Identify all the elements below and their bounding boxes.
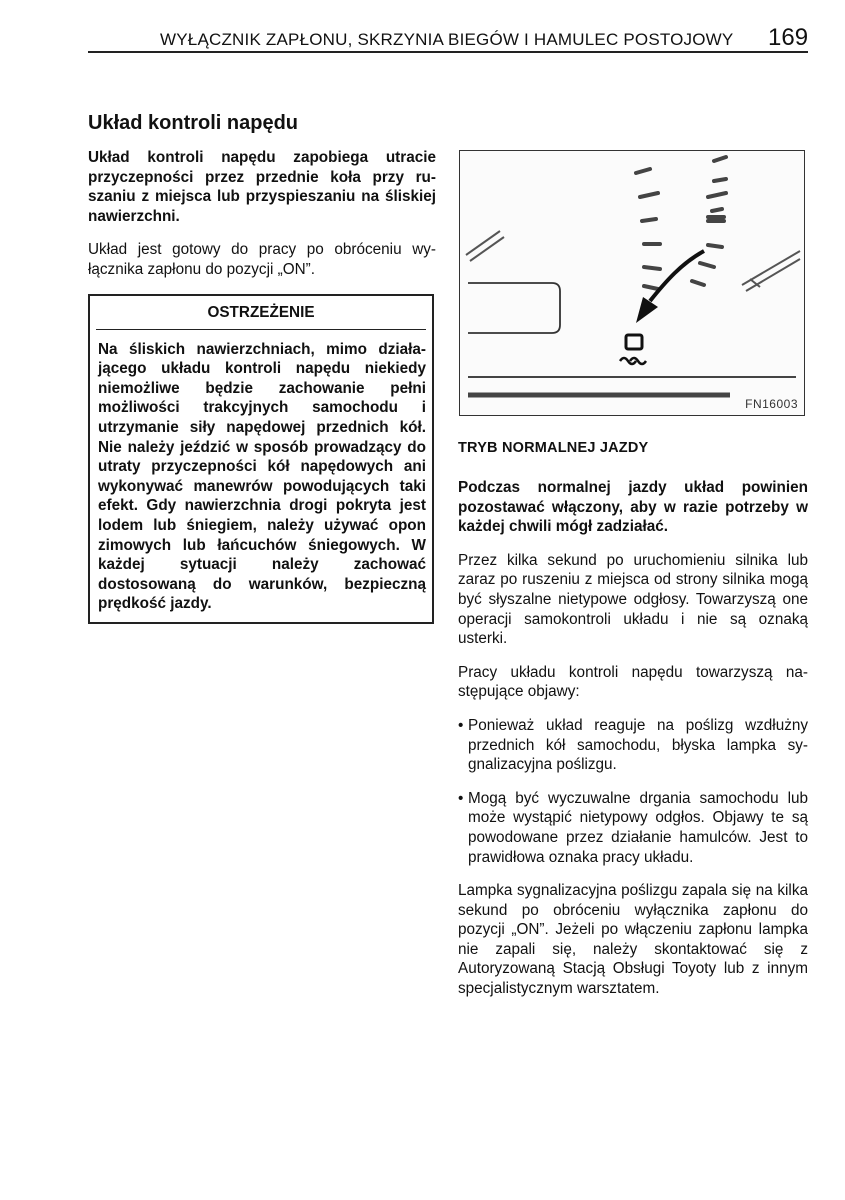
running-header: WYŁĄCZNIK ZAPŁONU, SKRZYNIA BIEGÓW I HAMULEC POSTOJOWY [160, 30, 734, 49]
bullet-text: Ponieważ układ reaguje na poślizg wzdłużny przednich kół samochodu, błyska lampka sygnalizacyjna poślizgu. [468, 716, 808, 774]
list-item [458, 716, 808, 775]
page-number: 169 [768, 24, 809, 51]
intro-paragraph: Układ jest gotowy do pracy po obróceniu wyłącznika zapłonu do pozycji „ON”. [88, 241, 436, 278]
indicator-lamp-paragraph: Lampka sygnalizacyjna poślizgu zapala się na kilka sekund po obróceniu wyłącznika zapłonu do pozycji „ON”. Jeżeli po włączeniu zapłonu lampka nie zapali się, należy skontaktować się z Autoryzowaną Stacją Obsługi Toyoty lub z innym specjalistycznym warsztatem. [458, 882, 808, 998]
section-title: Układ kontroli napędu [88, 112, 299, 134]
warning-title: OSTRZEŻENIE [96, 296, 426, 330]
warning-box [88, 294, 434, 624]
bullet-icon: • [458, 716, 464, 734]
bullet-text: Mogą być wyczuwalne drgania samochodu lub może wystąpić nietypowy odgłos. Objawy te są powodowane przez działanie hamulców. Jest to prawidłowa oznaka pracy układu. [468, 789, 808, 866]
figure-code: FN16003 [745, 397, 798, 411]
intro-bold-paragraph: Układ kontroli napędu zapobiega utracie przyczepności przez przednie koła przy ruszaniu z miejsca lub przyspieszaniu na śliskiej nawierzchni. [88, 149, 436, 225]
self-check-paragraph: Przez kilka sekund po uruchomieniu silnika lub zaraz po ruszeniu z miejsca od strony silnika mogą być słyszalne nietypowe odgłosy. Towarzyszą one operacji samokontroli układu i nie są oznaką usterki. [458, 551, 808, 648]
header-rule [88, 51, 808, 53]
left-gauge-ticks [636, 169, 660, 289]
traction-control-warning-icon [620, 335, 646, 364]
list-item [458, 789, 808, 867]
normal-mode-heading: TRYB NORMALNEJ JAZDY [458, 440, 649, 456]
left-needle [466, 231, 504, 261]
right-column [458, 440, 808, 1013]
bullet-icon: • [458, 789, 464, 807]
symptoms-intro-paragraph: Pracy układu kontroli napędu towarzyszą następujące objawy: [458, 663, 808, 701]
right-gauge-ticks [692, 157, 726, 285]
instrument-panel-figure [459, 150, 805, 416]
display-window [468, 283, 560, 333]
right-needle [742, 251, 800, 291]
left-column [88, 148, 436, 624]
warning-body: Na śliskich nawierzchniach, mimo działającego układu kontroli napędu niekiedy niemożliwe będzie zachowanie pełni możliwości trakcyjnych samochodu i utrzymanie siły napędowej przednich kół. Nie należy jeździć w sposób prowadzący do utraty przyczepności kół napędowych ani wykonywać manewrów powodujących taki efekt. Gdy nawierzchnia drogi pokryta jest lodem lub śniegiem, należy używać opon zimowych lub łańcuchów śniegowych. W każdej sytuacji należy zachować dostosowaną do warunków, bezpieczną prędkość jazdy. [98, 340, 426, 613]
instrument-panel-illustration [460, 151, 804, 415]
normal-mode-bold-paragraph: Podczas normalnej jazdy układ powinien pozostawać włączony, aby w razie potrzeby w każdej chwili mógł zadziałać. [458, 479, 808, 536]
